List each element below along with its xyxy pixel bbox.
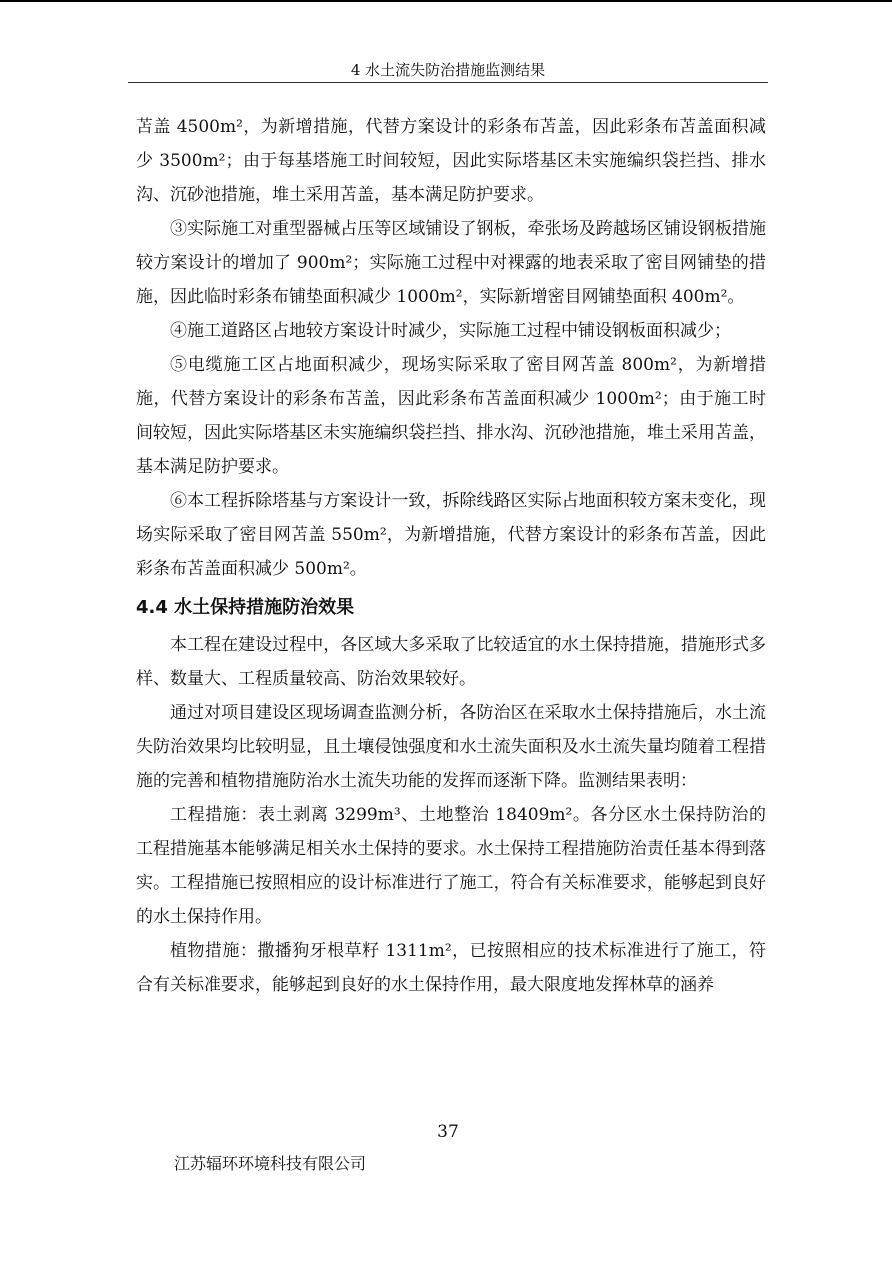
- paragraph-continued: 苫盖 4500m²，为新增措施，代替方案设计的彩条布苫盖，因此彩条布苫盖面积减少 3500m²；由于每基塔施工时间较短，因此实际塔基区未实施编织袋拦挡、排水沟、沉砂池措施，堆土采用苫盖，基本满足防护要求。: [136, 117, 766, 205]
- engineering-measures-paragraph: 工程措施：表土剥离 3299m³、土地整治 18409m²。各分区水土保持防治的工程措施基本能够满足相关水土保持的要求。水土保持工程措施防治责任基本得到落实。工程措施已按照相应的设计标准进行了施工，符合有关标准要求，能够起到良好的水土保持作用。: [136, 805, 766, 927]
- vegetation-measures-paragraph: 植物措施：撒播狗牙根草籽 1311m²，已按照相应的技术标准进行了施工，符合有关标准要求，能够起到良好的水土保持作用，最大限度地发挥林草的涵养: [136, 941, 766, 995]
- page-number: 37: [437, 1122, 459, 1142]
- running-header: 4 水土流失防治措施监测结果: [350, 61, 546, 79]
- header-rule: [128, 82, 768, 83]
- section-paragraph: 通过对项目建设区现场调查监测分析，各防治区在采取水土保持措施后，水土流失防治效果均比较明显，且土壤侵蚀强度和水土流失面积及水土流失量均随着工程措施的完善和植物措施防治水土流失功能的发挥而逐渐下降。监测结果表明：: [136, 703, 766, 791]
- section-heading: 4.4 水土保持措施防治效果: [136, 597, 355, 618]
- paragraph-item-3: ③实际施工对重型器械占压等区域铺设了钢板，牵张场及跨越场区铺设钢板措施较方案设计的增加了 900m²；实际施工过程中对裸露的地表采取了密目网铺垫的措施，因此临时彩条布铺垫面积减少 1000m²，实际新增密目网铺垫面积 400m²。: [136, 219, 766, 307]
- company-name: 江苏辐环环境科技有限公司: [174, 1154, 367, 1173]
- section-paragraph: 本工程在建设过程中，各区域大多采取了比较适宜的水土保持措施，措施形式多样、数量大、工程质量较高、防治效果较好。: [136, 635, 766, 689]
- top-border-line: [0, 0, 892, 2]
- page-body: [136, 110, 766, 1002]
- paragraph-item-4: ④施工道路区占地较方案设计时减少，实际施工过程中铺设钢板面积减少；: [170, 321, 731, 341]
- paragraph-item-6: ⑥本工程拆除塔基与方案设计一致，拆除线路区实际占地面积较方案未变化，现场实际采取了密目网苫盖 550m²，为新增措施，代替方案设计的彩条布苫盖，因此彩条布苫盖面积减少 500m²。: [136, 491, 766, 579]
- paragraph-item-5: ⑤电缆施工区占地面积减少，现场实际采取了密目网苫盖 800m²，为新增措施，代替方案设计的彩条布苫盖，因此彩条布苫盖面积减少 1000m²；由于施工时间较短，因此实际塔基区未实施编织袋拦挡、排水沟、沉砂池措施，堆土采用苫盖，基本满足防护要求。: [136, 355, 766, 477]
